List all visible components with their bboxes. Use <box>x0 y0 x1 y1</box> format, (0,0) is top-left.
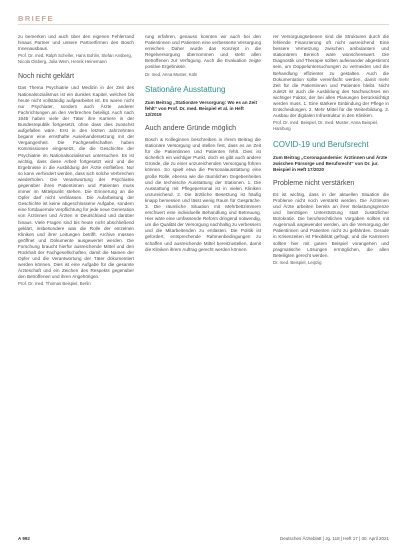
topic-heading: Stationäre Ausstattung <box>145 84 226 94</box>
letter-signature: Dr. med. Beispiel, Leipzig <box>273 259 322 265</box>
page-number: A 992 <box>18 536 30 541</box>
letter-heading: Auch andere Gründe möglich <box>145 124 237 132</box>
column-1 <box>18 34 134 295</box>
topic-intro: Zum Beitrag „Stationäre Versorgung: Wo es an Zeit fehlt“ von Prof. Dr. med. Beispiel et al. in Heft 12/2019 <box>145 99 257 117</box>
topic-heading: COVID-19 und Berufsrecht <box>273 139 369 149</box>
letter-signature: Prof. Dr. med. Beispiel, Dr. med. Muster, Anna Beispiel, Hamburg <box>273 120 379 132</box>
letter-signature: Dr. med. Anna Muster, Köln <box>145 71 198 77</box>
section-label: BRIEFE <box>18 14 54 23</box>
page-header <box>0 0 407 26</box>
letter-signature: Prof. Dr. med. Ralph Scheller, Hans Bohlin, Stefan Ansberg, Nicola Olsberg, Julia Wern, Henrik Heinemann <box>18 53 132 65</box>
letter-signature: Prof. Dr. med. Thomas Beispiel, Berlin <box>18 281 91 287</box>
letter-heading: Probleme nicht verstärken <box>273 179 355 187</box>
letter-text: Bosch & Kolleginnen beschreiben in ihrem Beitrag die stationäre Versorgung und stellen fest, dass es an Zeit für die Patientinnen und Patienten fehlt. Dies ist sicherlich ein wichtiger Punkt, doch es gibt auch andere Gründe, die zu einer unzureichenden Versorgung führen können. So spielt etwa die Personalausstattung eine große Rolle, ebenso wie die räumlichen Gegebenheiten und die technische Ausstattung der Stationen. 1. Die Ausstattung mit Pflegepersonal ist in vielen Kliniken unzureichend. 2. Die ärztliche Besetzung ist häufig knapp bemessen und lässt wenig Raum für Gespräche. 3. Die räumliche Situation mit Mehrbettzimmern erschwert eine individuelle Behandlung und Betreuung. Hier wäre eine umfassende Reform dringend notwendig, um die Qualität der Versorgung nachhaltig zu verbessern und die Mitarbeitenden zu entlasten. Die Politik ist gefordert, entsprechende Rahmenbedingungen zu schaffen und ausreichende Mittel bereitzustellen, damit die Kliniken ihrem Auftrag gerecht werden können. <box>145 136 261 252</box>
letter-text: rer Versorgungsebenen sind die Strukturen durch die fehlende Finanzierung oft nicht ausreichend. Eine bessere Vernetzung zwischen ambulantem und stationärem Bereich wäre wünschenswert. Die Diagnostik und Therapie sollten aufeinander abgestimmt sein, um Doppeluntersuchungen zu vermeiden und die Behandlung effizienter zu gestalten. Auch die Dokumentation sollte vereinfacht werden, damit mehr Zeit für die Patientinnen und Patienten bleibt. Nicht zuletzt ist auch die Ausbildung des Nachwuchses ein wichtiger Faktor, der bei allen Planungen berücksichtigt werden muss. 1. Eine stärkere Einbindung der Pflege in Entscheidungen. 2. Mehr Mittel für die Weiterbildung. 3. Ausbau der digitalen Infrastruktur in den Kliniken. <box>273 34 389 119</box>
column-3 <box>273 34 389 273</box>
column-2 <box>145 34 261 254</box>
journal-citation: Deutsches Ärzteblatt | Jg. 118 | Heft 17 | 30. April 2021 <box>280 536 389 541</box>
topic-intro: Zum Beitrag „Coronapandemie: Ärztinnen und Ärzte zwischen Fürsorge und Berufsrecht“ von Dr. jur. Beispiel in Heft 17/2020 <box>273 154 388 172</box>
letter-text: rung erfahren, genauso konnten wir auch bei den Patientinnen und Patienten eine verbesserte Versorgung erreichen. Daher wurde das Konzept in die Regelversorgung übernommen und steht allen Betroffenen zur Verfügung. Auch die Evaluation zeigte positive Ergebnisse. <box>145 34 261 70</box>
letter-heading: Noch nicht geklärt <box>18 73 75 81</box>
header-divider <box>18 24 389 25</box>
letter-text: Das Thema Psychiatrie und Medizin in der Zeit des Nationalsozialismus ist ein dunkles Kapitel, welches bis heute nicht vollständig aufgearbeitet ist. Es waren nicht nur Psychiater, sondern auch Ärzte anderer Fachrichtungen an den Verbrechen beteiligt. Auch nach 1945 haben viele der Täter ihre Karriere in der Bundesrepublik fortgesetzt, ohne dass dies zunächst aufgefallen wäre. Erst in den letzten Jahrzehnten begann eine ernsthafte Auseinandersetzung mit der Vergangenheit. Die Fachgesellschaften haben Kommissionen eingesetzt, die die Geschichte der Psychiatrie im Nationalsozialismus untersuchen. Es ist wichtig, dass diese Arbeit fortgesetzt wird und die Ergebnisse in die Ausbildung der Ärzte einfließen. Nur so kann verhindert werden, dass sich solche Verbrechen wiederholen. Die Verantwortung der Psychiatrie gegenüber ihren Patientinnen und Patienten muss immer im Mittelpunkt stehen. Die Erinnerung an die Opfer darf nicht verblassen. Die Aufarbeitung der Geschichte ist keine abgeschlossene Aufgabe, sondern eine fortdauernde Verpflichtung für jede neue Generation von Ärztinnen und Ärzten in Deutschland und darüber hinaus. Viele Fragen sind bis heute nicht abschließend geklärt, insbesondere was die Rolle der einzelnen Kliniken und ihrer Leitungen betrifft. Archive müssen geöffnet und Dokumente ausgewertet werden. Die Forschung braucht hierfür ausreichende Mittel und den Rückhalt der Fachgesellschaften, damit die Namen der Opfer und die Verantwortung der Täter dokumentiert werden können. Dies ist eine Aufgabe für die gesamte Ärzteschaft und ein Zeichen des Respekts gegenüber den Betroffenen und ihren Angehörigen. <box>18 85 134 280</box>
letter-text: zu bemerken und auch über den eigenen Fehlerrand hinaus Partner und unsere Partnerfirmen des Bosch Innenausbaus. <box>18 34 134 52</box>
letter-text: Es ist wichtig, dass in der aktuellen Situation die Probleme nicht noch verstärkt werden. Die Ärztinnen und Ärzte arbeiten bereits an ihrer Belastungsgrenze und benötigen Unterstützung statt zusätzlicher Bürokratie. Die berufsrechtlichen Vorgaben sollten mit Augenmaß angewendet werden, um die Versorgung der Patientinnen und Patienten nicht zu gefährden. Gerade in Krisenzeiten ist Flexibilität gefragt, und die Kammern sollten hier mit gutem Beispiel vorangehen und pragmatische Lösungen ermöglichen, die allen Beteiligten gerecht werden. <box>273 191 389 258</box>
